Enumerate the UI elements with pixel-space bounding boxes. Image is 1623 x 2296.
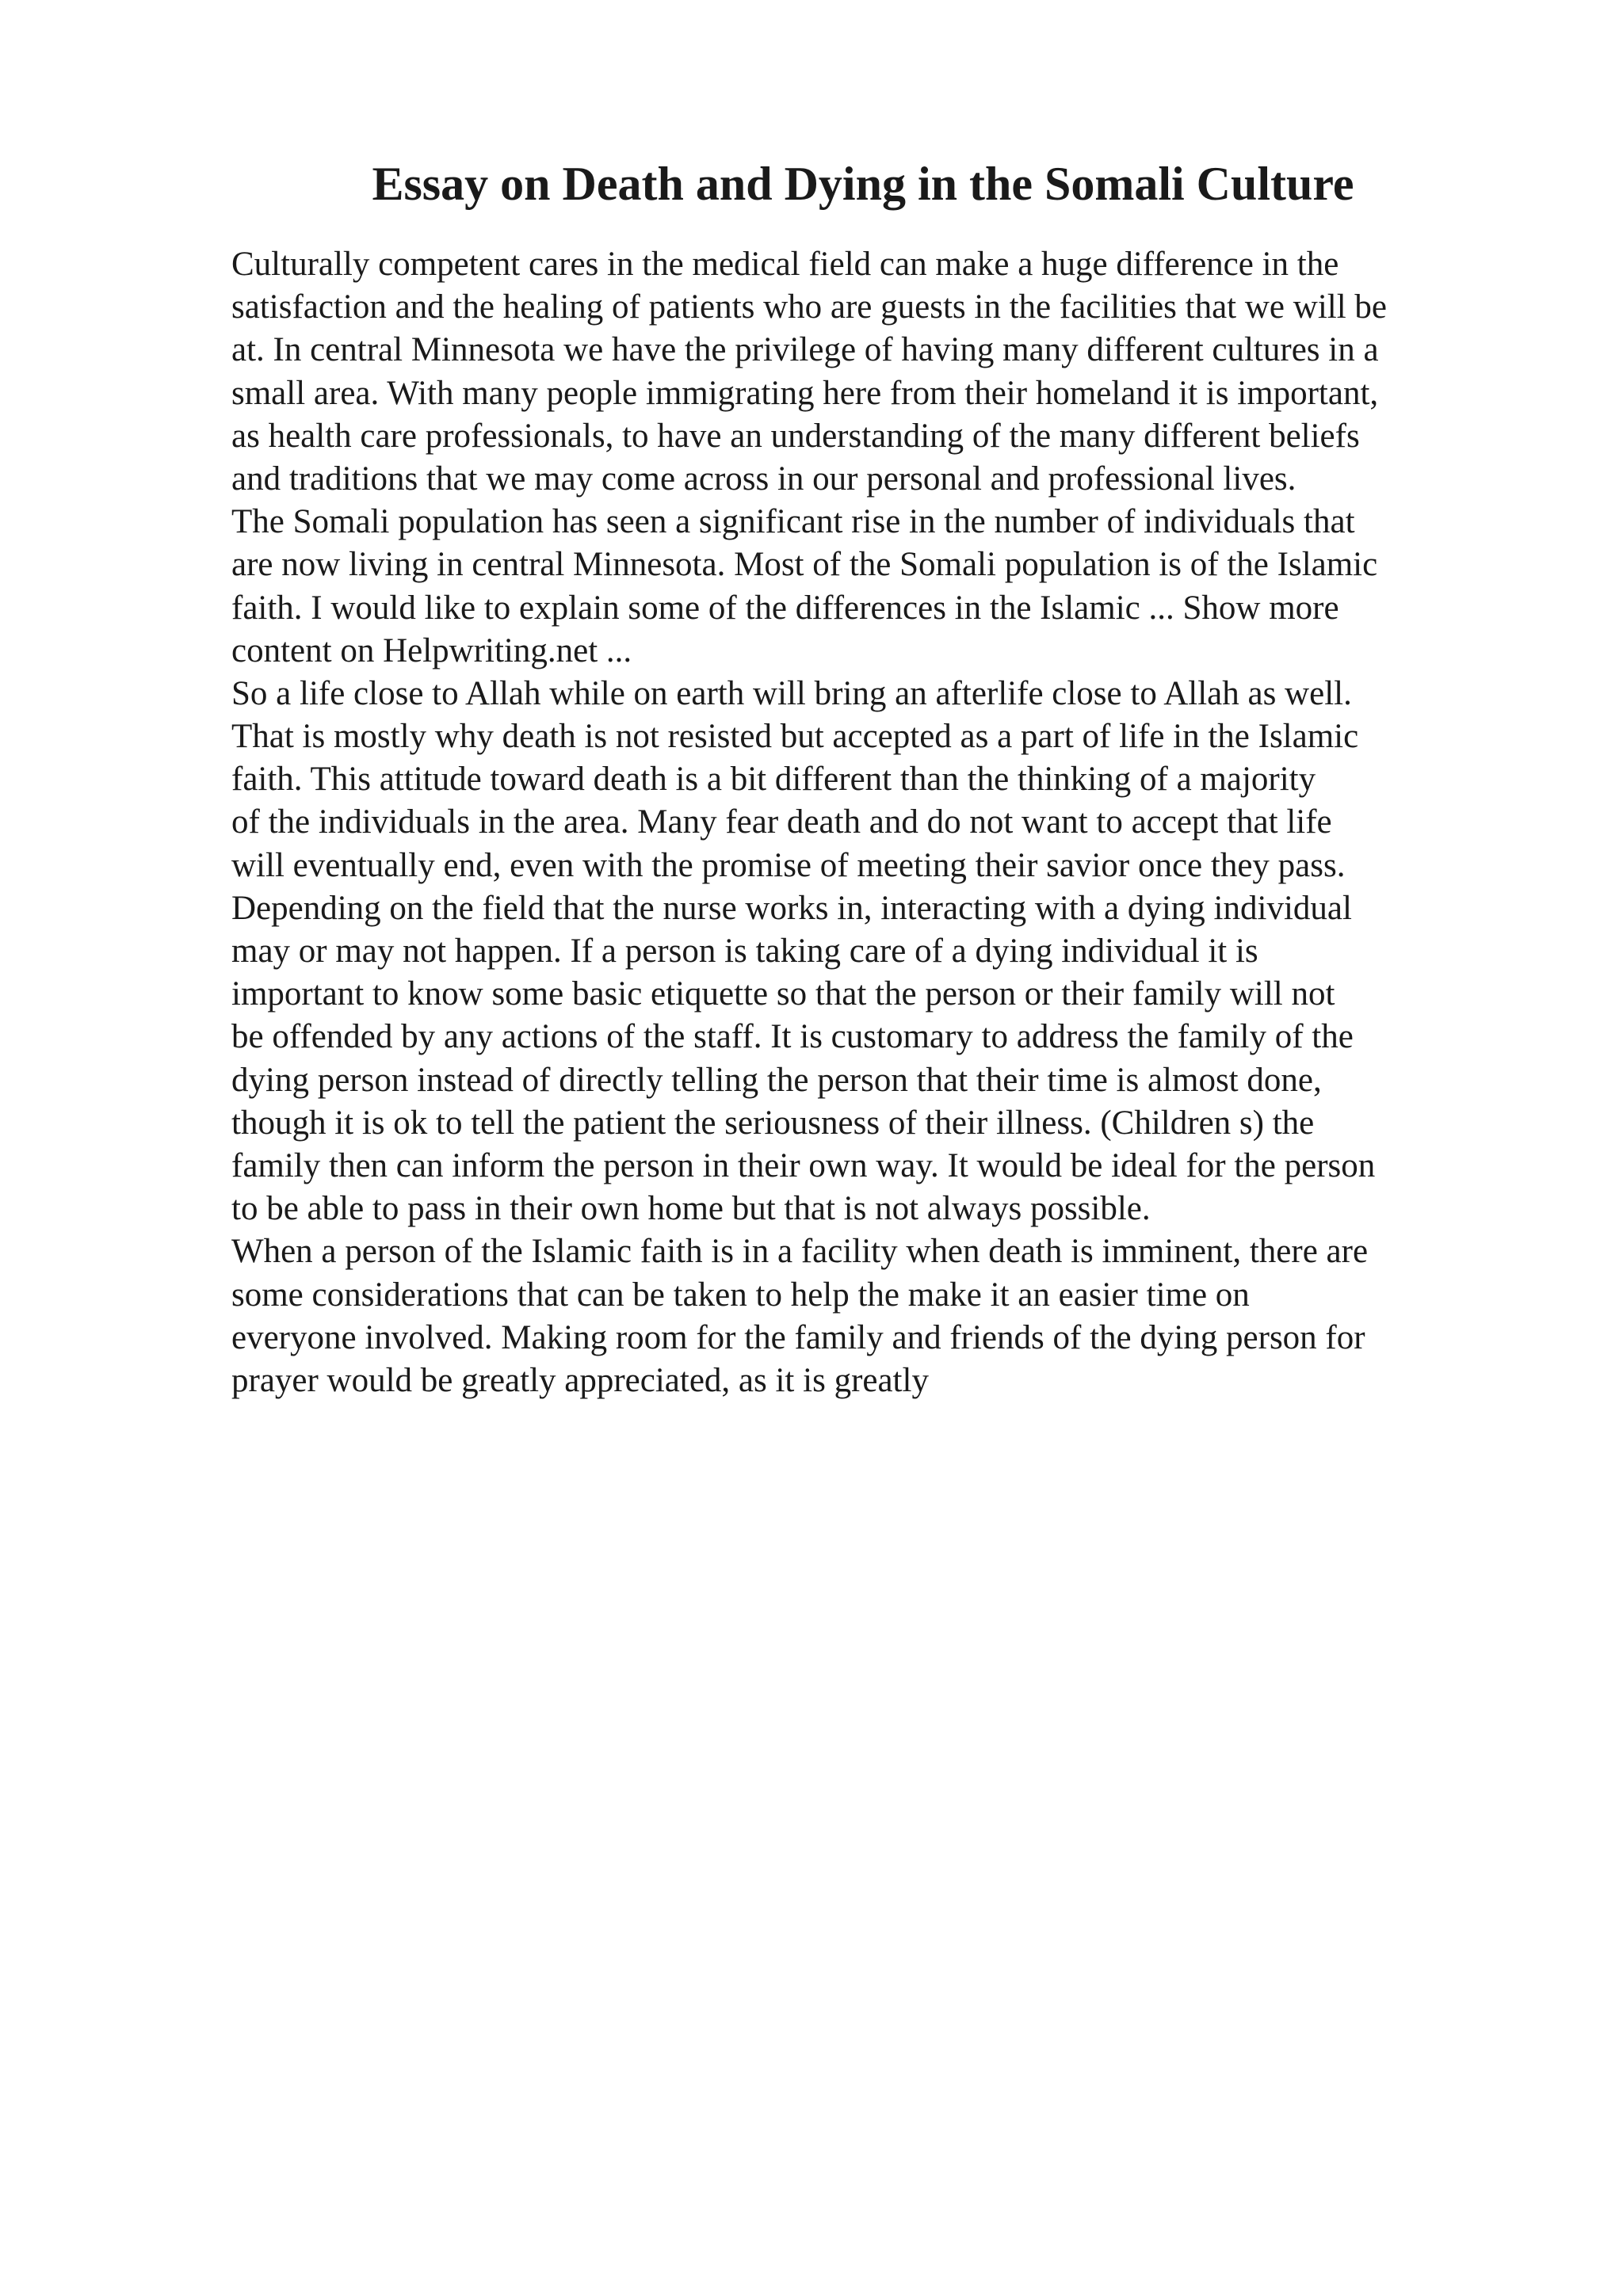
body-line: important to know some basic etiquette so that the person or their family will not: [231, 975, 1335, 1013]
body-line: of the individuals in the area. Many fear death and do not want to accept that life: [231, 803, 1332, 841]
body-line: dying person instead of directly telling the person that their time is almost done,: [231, 1061, 1322, 1099]
body-line: faith. This attitude toward death is a bit different than the thinking of a majority: [231, 761, 1316, 799]
body-line: When a person of the Islamic faith is in a facility when death is imminent, there are: [231, 1233, 1369, 1271]
body-line: to be able to pass in their own home but that is not always possible.: [231, 1190, 1151, 1228]
body-line: will eventually end, even with the promise of meeting their savior once they pass.: [231, 846, 1346, 884]
body-line: are now living in central Minnesota. Most of the Somali population is of the Islamic: [231, 546, 1378, 584]
body-line: That is mostly why death is not resisted but accepted as a part of life in the Islamic: [231, 718, 1359, 756]
body-line: and traditions that we may come across in our personal and professional lives.: [231, 460, 1296, 498]
body-line: some considerations that can be taken to help the make it an easier time on: [231, 1276, 1250, 1314]
document-title: Essay on Death and Dying in the Somali Culture: [372, 158, 1354, 210]
body-line: faith. I would like to explain some of the differences in the Islamic ... Show more: [231, 589, 1339, 627]
body-line: at. In central Minnesota we have the privilege of having many different cultures in a: [231, 331, 1379, 369]
body-line: Depending on the field that the nurse works in, interacting with a dying individual: [231, 889, 1352, 927]
body-line: family then can inform the person in their own way. It would be ideal for the person: [231, 1146, 1376, 1184]
body-line: prayer would be greatly appreciated, as it is greatly: [231, 1361, 929, 1399]
body-line: though it is ok to tell the patient the seriousness of their illness. (Children s) the: [231, 1104, 1315, 1142]
document-body: [231, 243, 1579, 1402]
body-line: may or may not happen. If a person is taking care of a dying individual it is: [231, 933, 1258, 970]
body-line: everyone involved. Making room for the family and friends of the dying person for: [231, 1318, 1365, 1356]
body-line: small area. With many people immigrating here from their homeland it is important,: [231, 374, 1379, 412]
body-line: satisfaction and the healing of patients who are guests in the facilities that we will be: [231, 288, 1387, 326]
body-line: as health care professionals, to have an understanding of the many different beliefs: [231, 417, 1360, 455]
body-line: The Somali population has seen a significant rise in the number of individuals that: [231, 503, 1355, 541]
body-line: be offended by any actions of the staff. It is customary to address the family of the: [231, 1018, 1354, 1056]
body-line: Culturally competent cares in the medical field can make a huge difference in the: [231, 246, 1339, 283]
body-line: So a life close to Allah while on earth will bring an afterlife close to Allah as well.: [231, 674, 1352, 712]
body-line: content on Helpwriting.net ...: [231, 631, 632, 669]
